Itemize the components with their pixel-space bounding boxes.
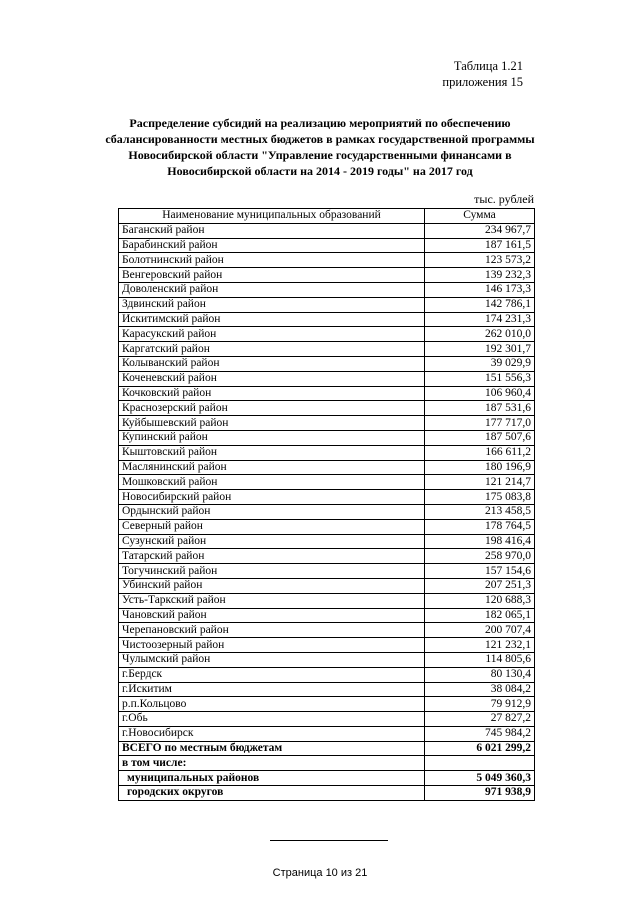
- units-label: тыс. рублей: [474, 192, 534, 206]
- municipality-name: Куйбышевский район: [119, 416, 425, 431]
- table-row: [119, 430, 535, 445]
- amount-value: 166 611,2: [425, 445, 535, 460]
- table-row: [119, 549, 535, 564]
- table-row: [119, 238, 535, 253]
- table-row: [119, 356, 535, 371]
- amount-value: 745 984,2: [425, 726, 535, 741]
- amount-value: 6 021 299,2: [425, 741, 535, 756]
- amount-value: 80 130,4: [425, 667, 535, 682]
- table-row: [119, 386, 535, 401]
- table-row: [119, 445, 535, 460]
- amount-value: [425, 756, 535, 771]
- table-header-row: [119, 209, 535, 224]
- municipality-name: Искитимский район: [119, 312, 425, 327]
- amount-value: 258 970,0: [425, 549, 535, 564]
- amount-value: 971 938,9: [425, 786, 535, 801]
- municipality-name: Татарский район: [119, 549, 425, 564]
- table-row: [119, 726, 535, 741]
- municipality-name: муниципальных районов: [119, 771, 425, 786]
- amount-value: 192 301,7: [425, 342, 535, 357]
- municipality-name: г.Обь: [119, 712, 425, 727]
- table-row: [119, 460, 535, 475]
- subtotal-row: [119, 786, 535, 801]
- amount-value: 120 688,3: [425, 593, 535, 608]
- amount-value: 27 827,2: [425, 712, 535, 727]
- table-row: [119, 282, 535, 297]
- table-row: [119, 682, 535, 697]
- table-row: [119, 297, 535, 312]
- municipality-name: Тогучинский район: [119, 564, 425, 579]
- municipality-name: Барабинский район: [119, 238, 425, 253]
- table-row: [119, 652, 535, 667]
- table-body: [119, 223, 535, 800]
- municipality-name: Северный район: [119, 519, 425, 534]
- table-row: [119, 593, 535, 608]
- municipality-name: Сузунский район: [119, 534, 425, 549]
- including-row: [119, 756, 535, 771]
- amount-value: 146 173,3: [425, 282, 535, 297]
- municipality-name: Черепановский район: [119, 623, 425, 638]
- amount-value: 198 416,4: [425, 534, 535, 549]
- amount-value: 187 161,5: [425, 238, 535, 253]
- municipality-name: Здвинский район: [119, 297, 425, 312]
- table-row: [119, 712, 535, 727]
- table-row: [119, 342, 535, 357]
- amount-value: 38 084,2: [425, 682, 535, 697]
- municipality-name: г.Бердск: [119, 667, 425, 682]
- amount-value: 157 154,6: [425, 564, 535, 579]
- table-row: [119, 268, 535, 283]
- table-row: [119, 519, 535, 534]
- subtotal-row: [119, 771, 535, 786]
- table-row: [119, 253, 535, 268]
- amount-value: 114 805,6: [425, 652, 535, 667]
- amount-value: 180 196,9: [425, 460, 535, 475]
- amount-value: 121 232,1: [425, 638, 535, 653]
- amount-value: 121 214,7: [425, 475, 535, 490]
- table-row: [119, 638, 535, 653]
- table-row: [119, 667, 535, 682]
- table-row: [119, 490, 535, 505]
- municipality-name: Венгеровский район: [119, 268, 425, 283]
- municipality-name: Маслянинский район: [119, 460, 425, 475]
- amount-value: 177 717,0: [425, 416, 535, 431]
- amount-value: 79 912,9: [425, 697, 535, 712]
- municipality-name: Карасукский район: [119, 327, 425, 342]
- amount-value: 178 764,5: [425, 519, 535, 534]
- column-header-name: Наименование муниципальных образований: [119, 209, 425, 224]
- amount-value: 142 786,1: [425, 297, 535, 312]
- amount-value: 123 573,2: [425, 253, 535, 268]
- amount-value: 234 967,7: [425, 223, 535, 238]
- title-line: Распределение субсидий на реализацию мероприятий по обеспечению: [129, 116, 511, 130]
- table-row: [119, 578, 535, 593]
- municipality-name: Доволенский район: [119, 282, 425, 297]
- amount-value: 175 083,8: [425, 490, 535, 505]
- municipality-name: р.п.Кольцово: [119, 697, 425, 712]
- amount-value: 151 556,3: [425, 371, 535, 386]
- title-line: Новосибирской области на 2014 - 2019 годы" на 2017 год: [167, 164, 473, 178]
- municipality-name: г.Искитим: [119, 682, 425, 697]
- municipality-name: Болотнинский район: [119, 253, 425, 268]
- table-row: [119, 223, 535, 238]
- municipality-name: в том числе:: [119, 756, 425, 771]
- title-line: сбалансированности местных бюджетов в рамках государственной программы: [105, 132, 535, 146]
- page-number: Страница 10 из 21: [272, 867, 368, 879]
- total-row: [119, 741, 535, 756]
- table-row: [119, 401, 535, 416]
- municipality-name: Чулымский район: [119, 652, 425, 667]
- amount-value: 174 231,3: [425, 312, 535, 327]
- municipality-name: Каргатский район: [119, 342, 425, 357]
- amount-value: 207 251,3: [425, 578, 535, 593]
- municipality-name: Колыванский район: [119, 356, 425, 371]
- amount-value: 262 010,0: [425, 327, 535, 342]
- table-row: [119, 504, 535, 519]
- municipality-name: ВСЕГО по местным бюджетам: [119, 741, 425, 756]
- municipality-name: Усть-Таркский район: [119, 593, 425, 608]
- table-row: [119, 475, 535, 490]
- amount-value: 200 707,4: [425, 623, 535, 638]
- municipality-name: городских округов: [119, 786, 425, 801]
- table-label: Таблица 1.21: [453, 59, 523, 73]
- municipality-name: Чановский район: [119, 608, 425, 623]
- table-row: [119, 697, 535, 712]
- appendix-label: приложения 15: [442, 75, 523, 89]
- municipality-name: Коченевский район: [119, 371, 425, 386]
- municipality-name: г.Новосибирск: [119, 726, 425, 741]
- amount-value: 187 507,6: [425, 430, 535, 445]
- table-row: [119, 608, 535, 623]
- subsidy-table: [118, 208, 535, 801]
- table-reference: [442, 58, 523, 90]
- municipality-name: Краснозерский район: [119, 401, 425, 416]
- amount-value: 182 065,1: [425, 608, 535, 623]
- table-row: [119, 416, 535, 431]
- municipality-name: Чистоозерный район: [119, 638, 425, 653]
- table-row: [119, 623, 535, 638]
- table-row: [119, 312, 535, 327]
- title-line: Новосибирской области "Управление государственными финансами в: [128, 148, 512, 162]
- municipality-name: Ордынский район: [119, 504, 425, 519]
- municipality-name: Убинский район: [119, 578, 425, 593]
- amount-value: 213 458,5: [425, 504, 535, 519]
- document-title: [100, 115, 540, 179]
- municipality-name: Мошковский район: [119, 475, 425, 490]
- municipality-name: Баганский район: [119, 223, 425, 238]
- amount-value: 39 029,9: [425, 356, 535, 371]
- amount-value: 187 531,6: [425, 401, 535, 416]
- municipality-name: Новосибирский район: [119, 490, 425, 505]
- amount-value: 106 960,4: [425, 386, 535, 401]
- municipality-name: Купинский район: [119, 430, 425, 445]
- amount-value: 139 232,3: [425, 268, 535, 283]
- municipality-name: Кыштовский район: [119, 445, 425, 460]
- table-row: [119, 534, 535, 549]
- municipality-name: Кочковский район: [119, 386, 425, 401]
- amount-value: 5 049 360,3: [425, 771, 535, 786]
- table-row: [119, 327, 535, 342]
- table-row: [119, 564, 535, 579]
- table-row: [119, 371, 535, 386]
- column-header-sum: Сумма: [425, 209, 535, 224]
- footnote-separator: [270, 840, 388, 841]
